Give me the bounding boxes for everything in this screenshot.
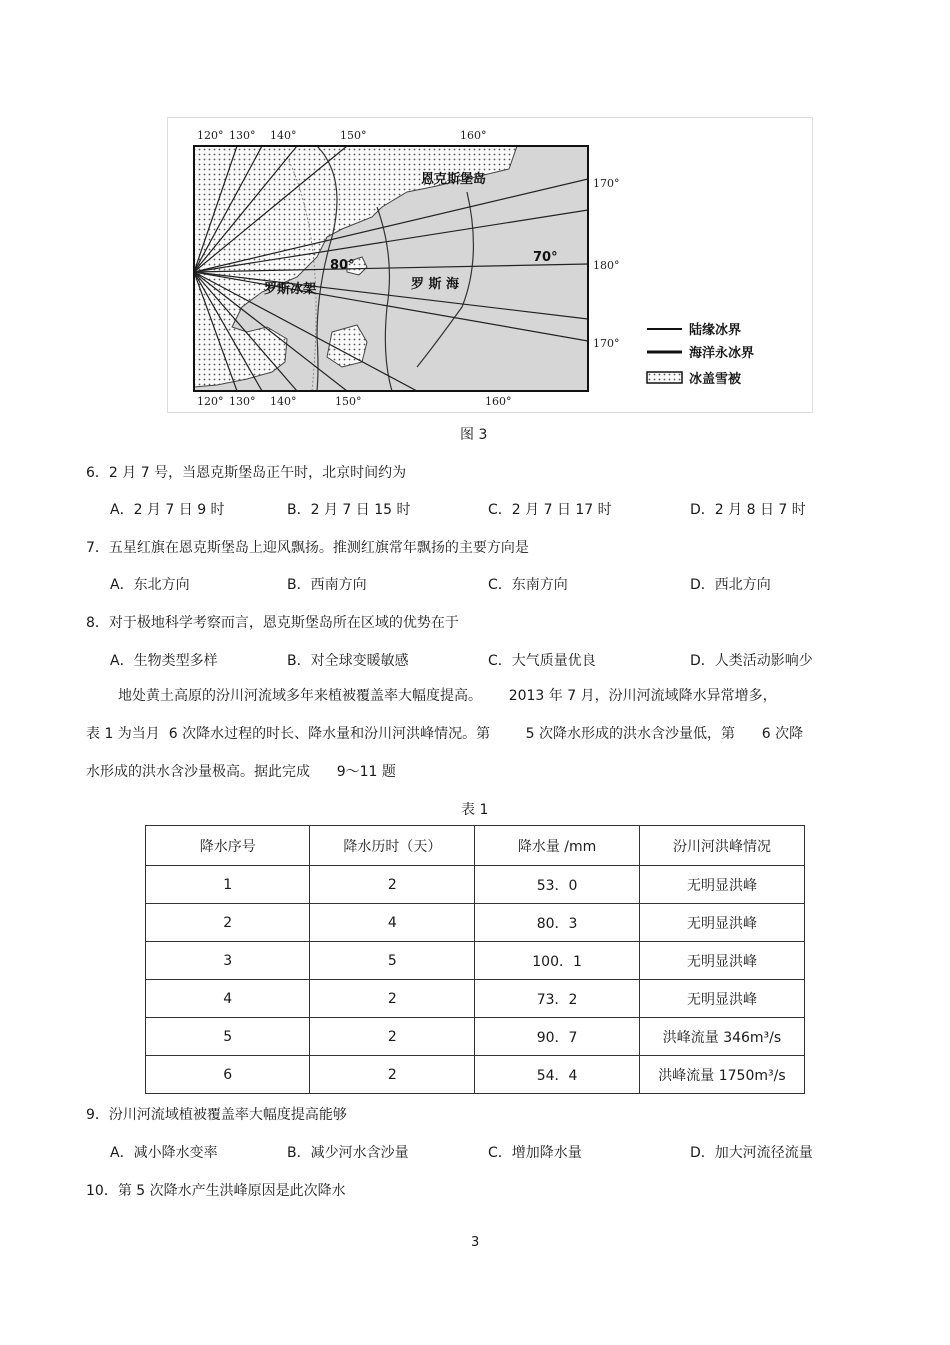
- passage-line-1: 地处黄土高原的汾川河流域多年来植被覆盖率大幅度提高。 2013 年 7 月，汾川河流域降水异常增多，: [118, 688, 777, 704]
- q9-option-a[interactable]: A．减小降水变率: [110, 1145, 218, 1161]
- header-amount: 降水量 /mm: [475, 826, 640, 866]
- header-flood: 汾川河洪峰情况: [639, 826, 804, 866]
- q8-option-a[interactable]: A．生物类型多样: [110, 653, 218, 669]
- q6-option-c[interactable]: C．2 月 7 日 17 时: [488, 502, 612, 518]
- legend-continental-label: 陆缘冰界: [689, 323, 742, 338]
- cell-days: 5: [310, 942, 475, 980]
- table-header-row: [146, 826, 805, 866]
- q7-option-d[interactable]: D．西北方向: [690, 577, 771, 593]
- q10-stem: 10．第 5 次降水产生洪峰原因是此次降水: [86, 1183, 346, 1199]
- q8-stem: 8．对于极地科学考察而言，恩克斯堡岛所在区域的优势在于: [86, 615, 459, 631]
- cell-no: 2: [146, 904, 310, 942]
- latitude-80-label: 80°: [330, 258, 355, 273]
- cell-flood: 无明显洪峰: [639, 942, 804, 980]
- cell-flood: 无明显洪峰: [639, 980, 804, 1018]
- passage-line-3: 水形成的洪水含沙量极高。据此完成 9～11 题: [86, 764, 396, 780]
- latitude-70-label: 70°: [533, 250, 558, 265]
- bottom-lon-120: 120°: [197, 395, 224, 408]
- cell-amount: 80．3: [475, 904, 640, 942]
- top-lon-120: 120°: [197, 129, 224, 142]
- q6-option-b[interactable]: B．2 月 7 日 15 时: [287, 502, 411, 518]
- bottom-lon-150: 150°: [335, 395, 362, 408]
- passage-line-2: 表 1 为当月 6 次降水过程的时长、降水量和汾川河洪峰情况。第 5 次降水形成的洪水含沙量低，第 6 次降: [86, 726, 804, 742]
- q8-option-c[interactable]: C．大气质量优良: [488, 653, 596, 669]
- cell-no: 5: [146, 1018, 310, 1056]
- island-name: 恩克斯堡岛: [421, 172, 487, 187]
- q9-stem: 9．汾川河流域植被覆盖率大幅度提高能够: [86, 1107, 347, 1123]
- q7-options: [0, 574, 950, 596]
- cell-days: 2: [310, 1018, 475, 1056]
- legend-sea-ice-label: 海洋永冰界: [689, 346, 755, 361]
- header-days: 降水历时（天）: [310, 826, 475, 866]
- right-lon-170-south: 170°: [593, 337, 620, 350]
- cell-days: 2: [310, 866, 475, 904]
- ross-sea-map-figure: [167, 117, 813, 413]
- cell-amount: 73．2: [475, 980, 640, 1018]
- q7-option-c[interactable]: C．东南方向: [488, 577, 568, 593]
- q9-option-b[interactable]: B．减少河水含沙量: [287, 1145, 409, 1161]
- table-row: [146, 1018, 805, 1056]
- table-row: [146, 904, 805, 942]
- cell-days: 4: [310, 904, 475, 942]
- legend-ice-cover-label: 冰盖雪被: [689, 372, 742, 387]
- cell-amount: 90．7: [475, 1018, 640, 1056]
- cell-amount: 54．4: [475, 1056, 640, 1094]
- bottom-lon-140: 140°: [270, 395, 297, 408]
- ice-shelf-name: 罗斯冰架: [264, 282, 317, 297]
- q7-stem: 7．五星红旗在恩克斯堡岛上迎风飘扬。推测红旗常年飘扬的主要方向是: [86, 540, 529, 556]
- q6-stem: 6．2 月 7 号，当恩克斯堡岛正午时，北京时间约为: [86, 465, 407, 481]
- q9-options: [0, 1142, 950, 1164]
- map-svg: [167, 117, 813, 413]
- top-lon-140: 140°: [270, 129, 297, 142]
- cell-no: 4: [146, 980, 310, 1018]
- q7-option-b[interactable]: B．西南方向: [287, 577, 367, 593]
- table-row: [146, 1056, 805, 1094]
- cell-no: 3: [146, 942, 310, 980]
- q9-option-c[interactable]: C．增加降水量: [488, 1145, 582, 1161]
- cell-flood: 洪峰流量 1750m³/s: [639, 1056, 804, 1094]
- table-caption: 表 1: [461, 802, 489, 818]
- table-row: [146, 866, 805, 904]
- cell-flood: 无明显洪峰: [639, 866, 804, 904]
- table-row: [146, 980, 805, 1018]
- cell-flood: 无明显洪峰: [639, 904, 804, 942]
- cell-no: 6: [146, 1056, 310, 1094]
- cell-amount: 53．0: [475, 866, 640, 904]
- right-lon-180: 180°: [593, 259, 620, 272]
- header-no: 降水序号: [146, 826, 310, 866]
- cell-no: 1: [146, 866, 310, 904]
- cell-amount: 100．1: [475, 942, 640, 980]
- q8-option-d[interactable]: D．人类活动影响少: [690, 653, 813, 669]
- q6-option-a[interactable]: A．2 月 7 日 9 时: [110, 502, 225, 518]
- q6-options: [0, 499, 950, 521]
- q8-options: [0, 650, 950, 672]
- q9-option-d[interactable]: D．加大河流径流量: [690, 1145, 813, 1161]
- legend-ice-cover-swatch: [647, 372, 682, 383]
- table-row: [146, 942, 805, 980]
- cell-days: 2: [310, 1056, 475, 1094]
- bottom-lon-160: 160°: [485, 395, 512, 408]
- top-lon-150: 150°: [340, 129, 367, 142]
- sea-name: 罗 斯 海: [411, 277, 460, 292]
- q7-option-a[interactable]: A．东北方向: [110, 577, 190, 593]
- figure-caption: 图 3: [460, 427, 488, 443]
- q6-option-d[interactable]: D．2 月 8 日 7 时: [690, 502, 806, 518]
- bottom-lon-130: 130°: [229, 395, 256, 408]
- q8-option-b[interactable]: B．对全球变暖敏感: [287, 653, 409, 669]
- precipitation-table: [145, 825, 805, 1094]
- page-number: 3: [471, 1235, 480, 1250]
- right-lon-170-north: 170°: [593, 177, 620, 190]
- top-lon-160: 160°: [460, 129, 487, 142]
- top-lon-130: 130°: [229, 129, 256, 142]
- cell-flood: 洪峰流量 346m³/s: [639, 1018, 804, 1056]
- cell-days: 2: [310, 980, 475, 1018]
